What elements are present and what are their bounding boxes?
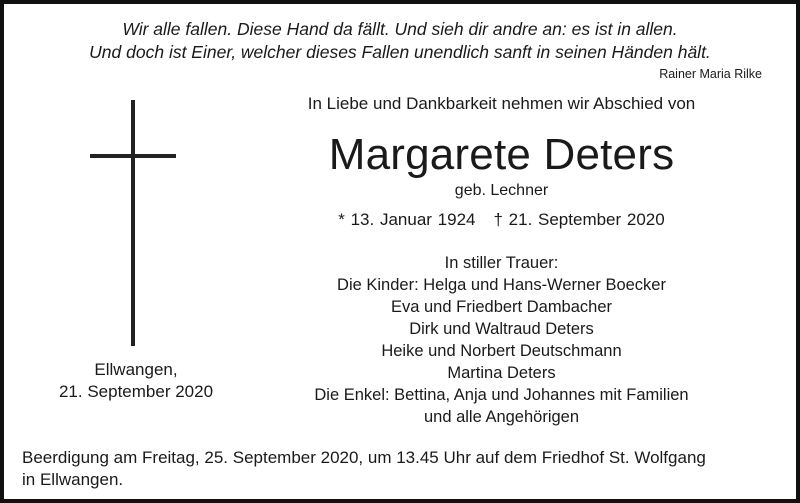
- latin-cross-icon: [90, 100, 180, 350]
- mourner-line: und alle Angehörigen: [423, 408, 580, 426]
- place: Ellwangen,: [94, 360, 178, 379]
- mourner-line: Eva und Friedbert Dambacher: [390, 298, 613, 316]
- death-date: † 21. September 2020: [493, 210, 665, 229]
- mourners-heading: In stiller Trauer:: [444, 254, 559, 272]
- place-and-date: [24, 359, 248, 403]
- life-dates: [289, 210, 714, 230]
- cross-horizontal-bar: [90, 154, 176, 158]
- intro-text: In Liebe und Dankbarkeit nehmen wir Abschied von: [307, 94, 696, 113]
- mourner-line: Martina Deters: [447, 364, 556, 382]
- mourner-line: Dirk und Waltraud Deters: [409, 320, 594, 338]
- mourner-line: Heike und Norbert Deutschmann: [381, 342, 622, 360]
- funeral-line-1: Beerdigung am Freitag, 25. September 2020, um 13.45 Uhr auf dem Friedhof St. Wolfgang: [22, 448, 706, 467]
- birth-name: geb. Lechner: [454, 182, 549, 199]
- quote-line-1: Wir alle fallen. Diese Hand da fällt. Und sieh dir andre an: es ist in allen.: [122, 19, 678, 39]
- funeral-line-2: in Ellwangen.: [22, 470, 124, 489]
- mourner-line: Die Enkel: Bettina, Anja und Johannes mit Familien: [314, 386, 689, 404]
- birth-date: * 13. Januar 1924: [338, 210, 476, 229]
- mourners-list: [289, 252, 714, 428]
- mourner-line: Die Kinder: Helga und Hans-Werner Boecker: [337, 276, 666, 294]
- cross-vertical-bar: [131, 100, 135, 346]
- quote-author: Rainer Maria Rilke: [659, 67, 762, 81]
- quote-line-2: Und doch ist Einer, welcher dieses Fallen unendlich sanft in seinen Händen hält.: [89, 42, 711, 62]
- funeral-info: [22, 447, 786, 491]
- deceased-name: Margarete Deters: [328, 130, 675, 179]
- rilke-quote: [4, 18, 796, 64]
- notice-date: 21. September 2020: [58, 382, 214, 401]
